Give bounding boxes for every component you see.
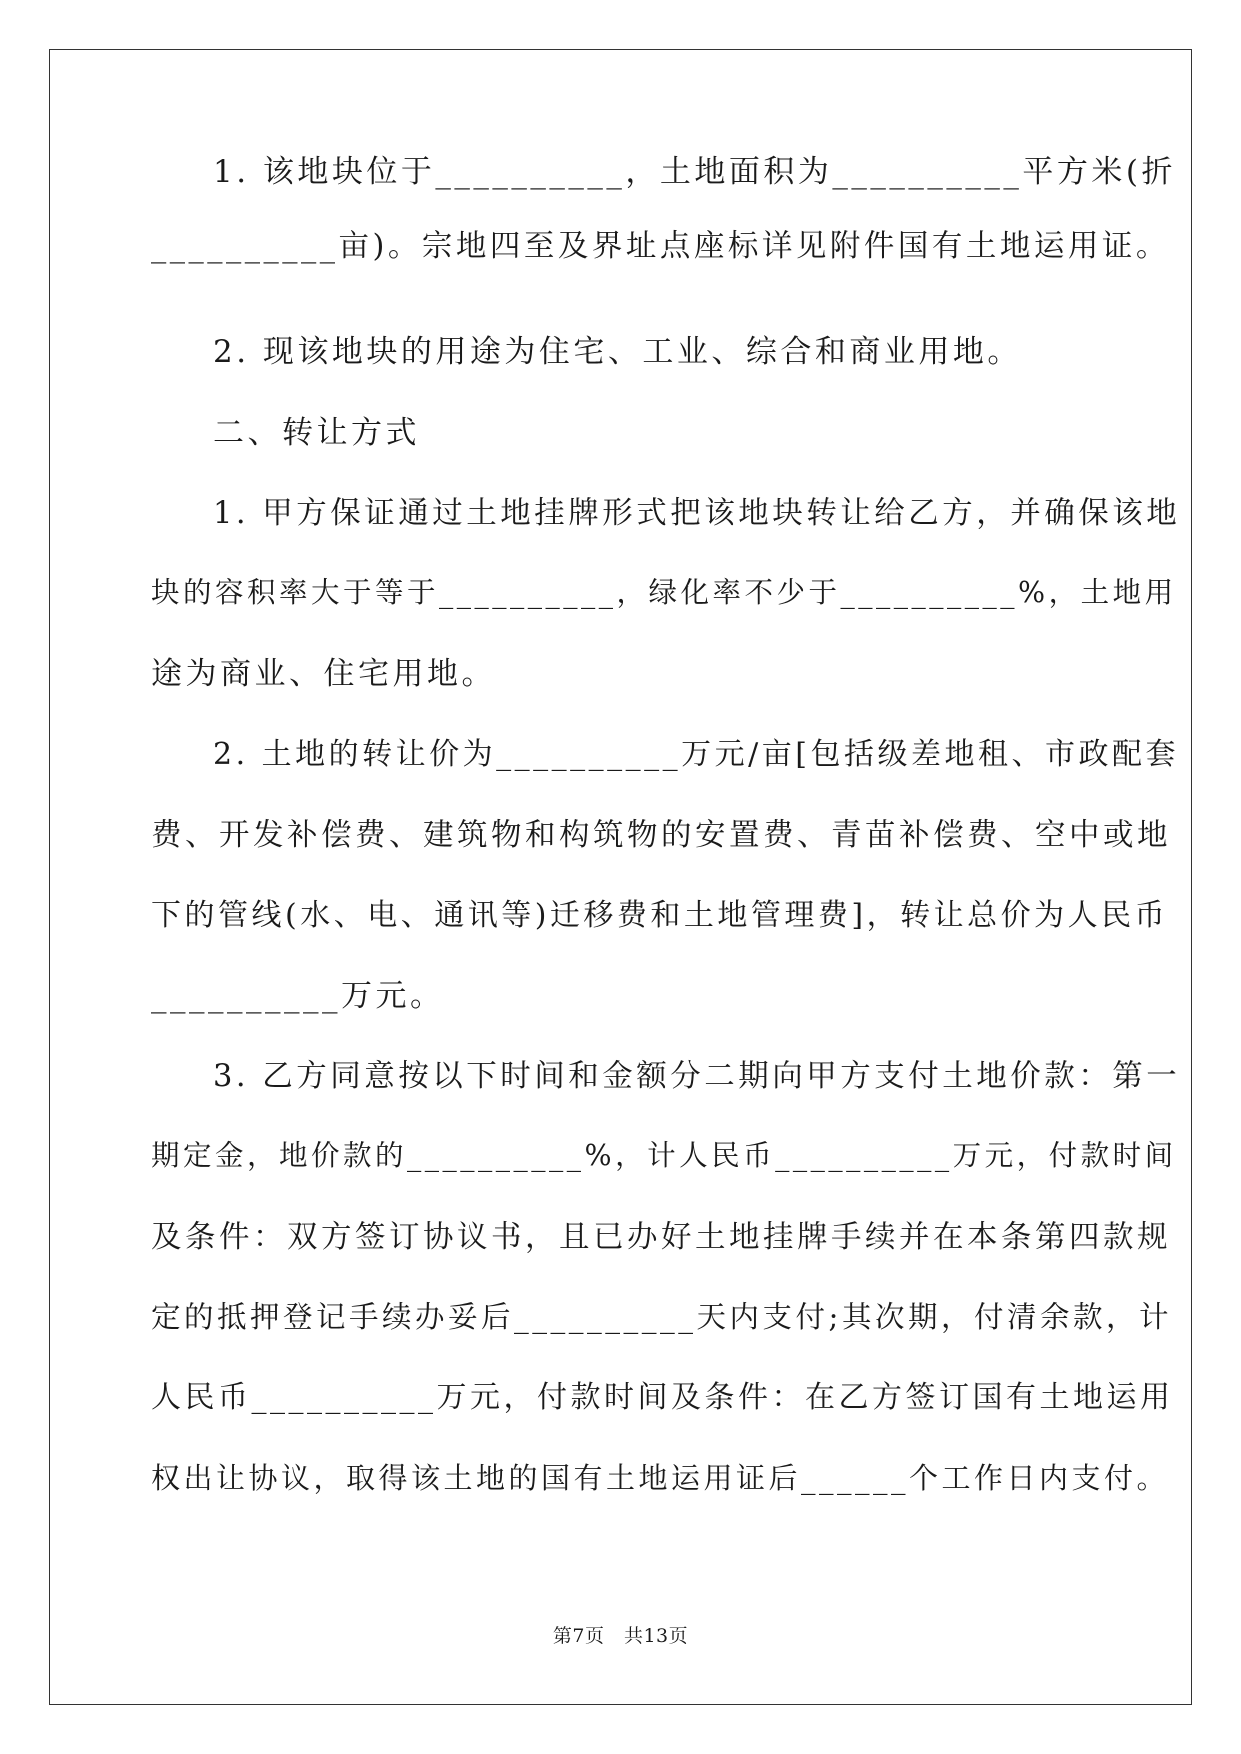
text-line: 期定金，地价款的__________%，计人民币__________万元，付款时间: [151, 1139, 1177, 1172]
text-line: 2. 土地的转让价为__________万元/亩[包括级差地租、市政配套: [213, 737, 1179, 772]
text-line: __________万元。: [151, 978, 445, 1014]
text-line: 人民币__________万元，付款时间及条件：在乙方签订国有土地运用: [151, 1380, 1174, 1415]
text-line: 2. 现该地块的用途为住宅、工业、综合和商业用地。: [213, 334, 1022, 370]
text-line: 3. 乙方同意按以下时间和金额分二期向甲方支付土地价款：第一: [213, 1059, 1181, 1094]
text-line: __________亩)。宗地四至及界址点座标详见附件国有土地运用证。: [151, 229, 1170, 264]
page-footer: 第7页 共13页: [552, 1625, 689, 1647]
section-heading: 二、转让方式: [213, 415, 420, 451]
text-line: 费、开发补偿费、建筑物和构筑物的安置费、青苗补偿费、空中或地: [151, 818, 1171, 853]
text-line: 1. 甲方保证通过土地挂牌形式把该地块转让给乙方，并确保该地: [213, 496, 1181, 531]
text-line: 途为商业、住宅用地。: [151, 656, 496, 692]
text-line: 定的抵押登记手续办妥后__________天内支付;其次期，付清余款，计: [151, 1300, 1172, 1334]
text-line: 1. 该地块位于__________，土地面积为__________平方米(折: [213, 154, 1177, 190]
text-line: 下的管线(水、电、通讯等)迁移费和土地管理费]，转让总价为人民币: [151, 898, 1169, 933]
text-line: 块的容积率大于等于__________，绿化率不少于__________%，土地用: [151, 576, 1177, 609]
page-border: [49, 49, 1192, 1705]
text-line: 权出让协议，取得该土地的国有土地运用证后______个工作日内支付。: [151, 1461, 1170, 1495]
text-line: 及条件：双方签订协议书，且已办好土地挂牌手续并在本条第四款规: [151, 1220, 1171, 1255]
